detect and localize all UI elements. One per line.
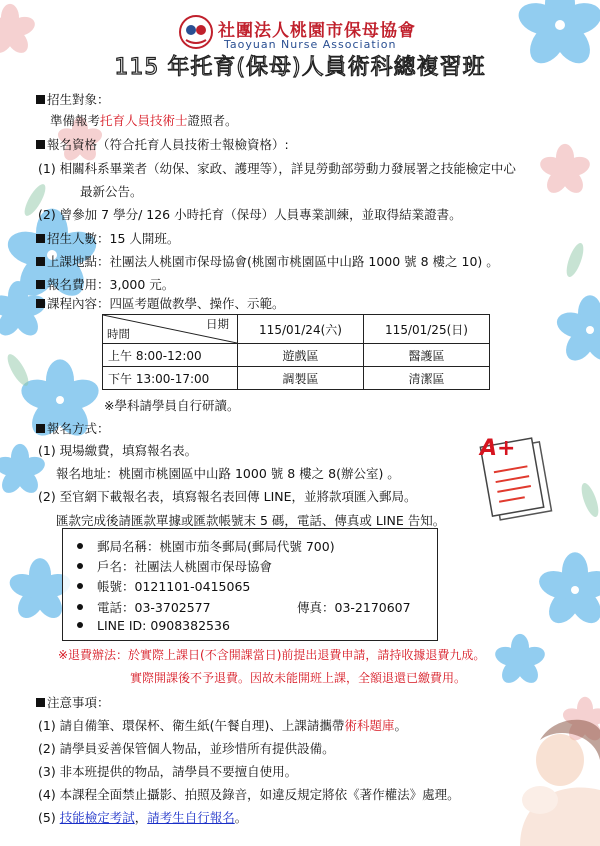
signup-item-1: (1) 現場繳費，填寫報名表。 — [38, 443, 198, 458]
signup-heading: 報名方式： — [47, 421, 110, 436]
date-header: 115/01/24(六) — [238, 315, 364, 344]
course-heading: 課程內容 — [47, 296, 98, 311]
signup-heading-row — [36, 421, 110, 437]
notes-item-5-comma: ， — [134, 810, 148, 825]
notes-item-5-pre: (5) — [38, 810, 60, 825]
square-bullet-icon — [36, 280, 45, 289]
notes-item-5 — [38, 810, 247, 826]
notes-item-1-pre: (1) 請自備筆、環保杯、衛生紙(午餐自理)、上課請攜帶 — [38, 718, 345, 733]
fee-heading: 報名費用 — [47, 277, 98, 292]
account-name-item — [77, 557, 272, 575]
self-register-link[interactable]: 請考生自行報名 — [147, 810, 235, 825]
refund-policy-line-2: 實際開課後不予退費。因故未能開班上課，全額退還已繳費用。 — [130, 671, 467, 685]
recruit-text — [50, 113, 238, 129]
post-office-item — [77, 537, 335, 555]
account-number-item — [77, 577, 250, 595]
notes-item-1-post: 。 — [394, 718, 407, 733]
recruit-text-post: 證照者。 — [187, 113, 238, 128]
location-heading: 上課地點 — [47, 254, 98, 269]
grade-mark: A+ — [480, 436, 516, 461]
location-value: ：社團法人桃園市保母協會(桃園市桃園區中山路 1000 號 8 樓之 10) 。 — [97, 254, 499, 269]
table-header-row — [103, 315, 490, 344]
bullet-icon — [77, 604, 83, 610]
time-cell: 上午 8:00-12:00 — [103, 344, 238, 367]
line-id: LINE ID: 0908382536 — [97, 618, 230, 633]
recruit-text-highlight: 托育人員技術士 — [100, 113, 188, 128]
signup-item-2-note: 匯款完成後請匯款單據或匯款帳號末 5 碼，電話、傳真或 LINE 告知。 — [56, 513, 446, 528]
skill-test-link[interactable]: 技能檢定考試 — [59, 810, 135, 825]
qualification-heading-row — [36, 137, 289, 153]
line-id-item — [77, 618, 230, 633]
fee-value: ：3,000 元。 — [97, 277, 175, 292]
course-value: ：四區考題做教學、操作、示範。 — [97, 296, 285, 311]
refund-policy-line-1: ※退費辦法：於實際上課日(不含開課當日)前提出退費申請，請持收據退費九成。 — [58, 648, 486, 662]
table-cell: 醫護區 — [364, 344, 490, 367]
qualification-heading: 報名資格（符合托育人員技術士報檢資格）: — [47, 137, 289, 152]
notes-item-1 — [38, 718, 407, 734]
course-schedule-table — [102, 314, 490, 390]
bullet-icon — [77, 583, 83, 589]
graded-paper-icon — [474, 434, 564, 530]
enrollment-value: 15 人開班。 — [109, 231, 180, 246]
table-cell: 遊戲區 — [238, 344, 364, 367]
table-cell: 調製區 — [238, 367, 364, 390]
fax-number: 傳真：03-2170607 — [297, 600, 411, 615]
notes-item-1-highlight: 術科題庫 — [344, 718, 395, 733]
account-name: 戶名：社團法人桃園市保母協會 — [97, 559, 273, 574]
time-cell: 下午 13:00-17:00 — [103, 367, 238, 390]
contact-item — [77, 598, 427, 616]
qualification-item-1: (1) 相關科系畢業者（幼保、家政、護理等），詳見勞動部勞動力發展署之技能檢定中心 — [38, 161, 516, 176]
notes-item-4: (4) 本課程全面禁止攝影、拍照及錄音，如違反規定將依《著作權法》處理。 — [38, 787, 460, 802]
course-row — [36, 296, 285, 312]
square-bullet-icon — [36, 698, 45, 707]
qualification-item-1-cont: 最新公告。 — [80, 184, 143, 199]
square-bullet-icon — [36, 140, 45, 149]
location-row — [36, 254, 499, 270]
bullet-icon — [77, 543, 83, 549]
table-row — [103, 367, 490, 390]
post-office-info-box — [62, 528, 438, 641]
fee-row — [36, 277, 174, 293]
notes-item-3: (3) 非本班提供的物品，請學員不要擅自使用。 — [38, 764, 298, 779]
signup-item-2: (2) 至官網下載報名表，填寫報名表回傳 LINE，並將款項匯入郵局。 — [38, 489, 417, 504]
org-name: 社團法人桃園市保母協會 — [218, 21, 416, 41]
square-bullet-icon — [36, 299, 45, 308]
post-office-name: 郵局名稱：桃園市茄冬郵局(郵局代號 700) — [97, 539, 335, 554]
bullet-icon — [77, 563, 83, 569]
org-name-en: Taoyuan Nurse Association — [224, 38, 397, 51]
enrollment-row — [36, 231, 179, 247]
notes-item-2: (2) 請學員妥善保管個人物品，並珍惜所有提供設備。 — [38, 741, 335, 756]
bullet-icon — [77, 622, 83, 628]
square-bullet-icon — [36, 424, 45, 433]
account-number: 帳號：0121101-0415065 — [97, 579, 251, 594]
notes-heading-row — [36, 695, 110, 711]
square-bullet-icon — [36, 257, 45, 266]
course-note: ※學科請學員自行研讀。 — [104, 398, 240, 413]
phone-number: 電話：03-3702577 — [97, 600, 211, 615]
date-header: 115/01/25(日) — [364, 315, 490, 344]
qualification-item-2: (2) 曾參加 7 學分/ 126 小時托育（保母）人員專業訓練，並取得結業證書。 — [38, 207, 462, 222]
recruit-text-pre: 準備報考 — [50, 113, 101, 128]
table-cell: 清潔區 — [364, 367, 490, 390]
corner-label-date: 日期 — [206, 317, 229, 331]
notes-heading: 注意事項： — [47, 695, 110, 710]
recruit-heading-row — [36, 92, 110, 108]
notes-item-5-post: 。 — [234, 810, 248, 825]
signup-address: 報名地址：桃園市桃園區中山路 1000 號 8 樓之 8(辦公室) 。 — [56, 466, 400, 481]
recruit-heading: 招生對象： — [47, 92, 110, 107]
corner-label-time: 時間 — [107, 327, 130, 341]
table-corner-cell — [103, 315, 238, 344]
table-row — [103, 344, 490, 367]
enrollment-heading: 招生人數： — [47, 231, 110, 246]
association-logo-icon — [178, 14, 214, 50]
square-bullet-icon — [36, 234, 45, 243]
square-bullet-icon — [36, 95, 45, 104]
page-title: 115 年托育(保母)人員術科總複習班 — [114, 55, 486, 80]
